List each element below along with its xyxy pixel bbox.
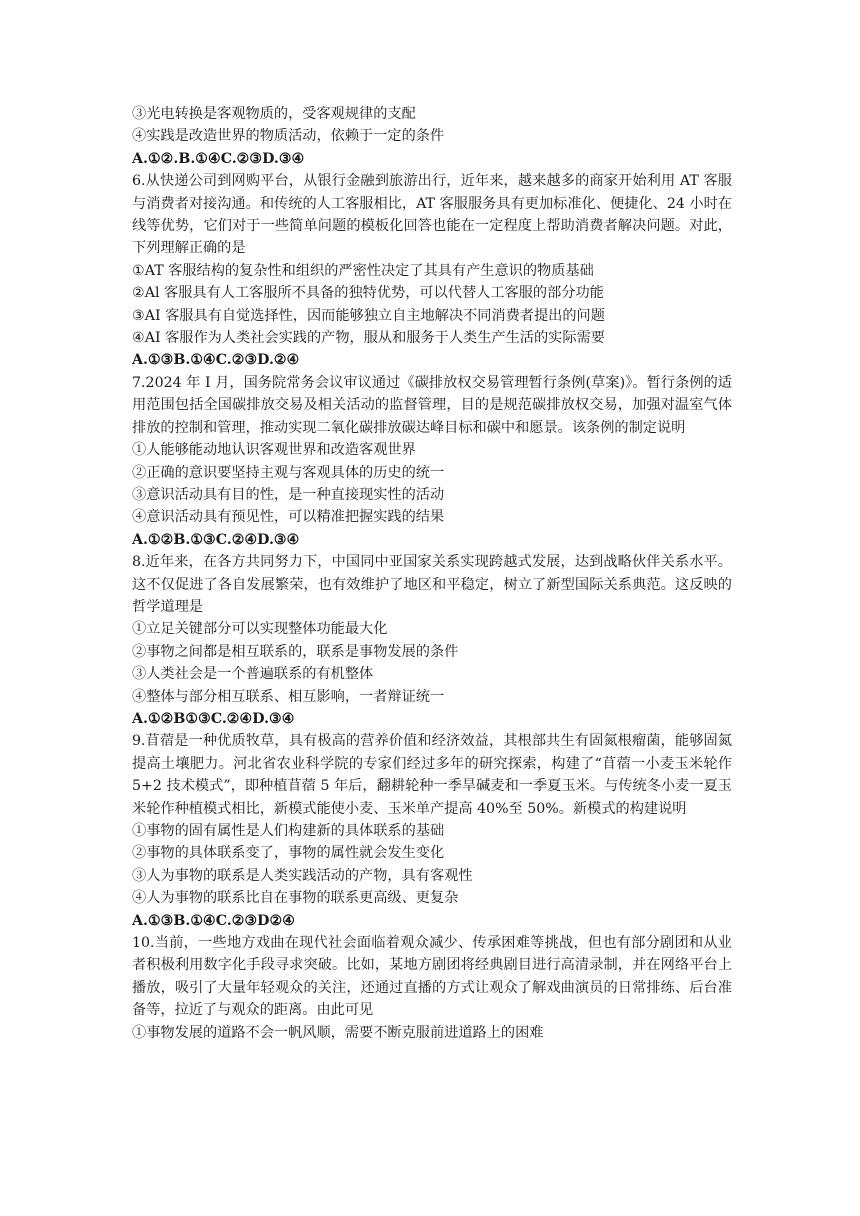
option-4: ④人为事物的联系比自在事物的联系更高级、更复杂 [132, 890, 459, 907]
question-stem: 8.近年来，在各方共同努力下，中国同中亚国家关系实现跨越式发展，达到战略伙伴关系水平。这不仅促进了各自发展繁荣，也有效维护了地区和平稳定，树立了新型国际关系典范。这反映的哲学道理是 [132, 554, 732, 615]
question-10 [132, 932, 732, 1044]
option-2: ②事物的具体联系变了，事物的属性就会发生变化 [132, 845, 445, 862]
answer-choices: A.①②B①③C.②④D.③④ [132, 710, 295, 727]
option-1: ①事物的固有属性是人们构建新的具体联系的基础 [132, 823, 445, 839]
question-7 [132, 372, 732, 551]
option-1: ①立足关键部分可以实现整体功能最大化 [132, 621, 388, 638]
answer-choices: A.①③B.①④C.②③D②④ [132, 912, 295, 929]
option-3: ③人为事物的联系是人类实践活动的产物，具有客观性 [132, 867, 473, 884]
option-1: ①人能够能动地认识客观世界和改造客观世界 [132, 442, 416, 459]
question-8 [132, 551, 732, 730]
option-2: ②Al 客服具有人工客服所不具备的独特优势，可以代替人工客服的部分功能 [132, 285, 604, 302]
question-stem: 6.从快递公司到网购平台，从银行金融到旅游出行，近年来，越来越多的商家开始利用 AT 客服与消费者对接沟通。和传统的人工客服相比，AT 客服服务具有更加标准化、便捷化、24 小时在线等优势，它们对于一些简单问题的模板化回答也能在一定程度上帮助消费者解决问题。对此，下列理解正确的是 [132, 173, 732, 257]
answer-choices: A.①②B.①③C.②④D.③④ [132, 531, 300, 548]
option-3: ③AI 客服具有自觉选择性，因而能够独立自主地解决不同消费者提出的问题 [132, 307, 605, 324]
question-stem: 10.当前，一些地方戏曲在现代社会面临着观众减少、传承困难等挑战，但也有部分剧团和从业者积极利用数字化手段寻求突破。比如，某地方剧团将经典剧目进行高清录制，并在网络平台上播放，吸引了大量年轻观众的关注，还通过直播的方式让观众了解戏曲演员的日常排练、后台准备等，拉近了与观众的距离。由此可见 [132, 935, 732, 1019]
answer-choices: A.①③B.①④C.②③D.②④ [132, 352, 300, 369]
option-4: ④意识活动具有预见性，可以精准把握实践的结果 [132, 509, 445, 526]
question-stem: 9.苜蓿是一种优质牧草，具有极高的营养价值和经济效益，其根部共生有固氮根瘤菌，能够固氮提高土壤肥力。河北省农业科学院的专家们经过多年的研究探索，构建了“苜蓿一小麦玉米轮作 5+2 技术模式”，即种植苜蓿 5 年后，翻耕轮种一季旱碱麦和一季夏玉米。与传统冬小麦一夏玉米轮作种植模式相比，新模式能使小麦、玉米单产提高 40%至 50%。新模式的构建说明 [132, 733, 732, 817]
question-stem: 7.2024 年 I 月，国务院常务会议审议通过《碳排放权交易管理暂行条例(草案)》。暂行条例的适用范围包括全国碳排放交易及相关活动的监督管理，目的是规范碳排放权交易，加强对温室气体排放的控制和管理，推动实现二氧化碳排放碳达峰目标和碳中和愿景。该条例的制定说明 [132, 374, 732, 436]
question-9 [132, 730, 732, 932]
document-page [132, 103, 732, 1044]
option-3: ③意识活动具有目的性，是一种直接现实性的活动 [132, 486, 445, 503]
option-2: ②正确的意识要坚持主观与客观具体的历史的统一 [132, 464, 445, 481]
option-1: ①AT 客服结构的复杂性和组织的严密性决定了其具有产生意识的物质基础 [132, 262, 594, 279]
previous-question-continuation [132, 103, 732, 170]
option-1: ①事物发展的道路不会一帆风顺，需要不断克服前进道路上的困难 [132, 1024, 544, 1041]
option-4: ④AI 客服作为人类社会实践的产物，服从和服务于人类生产生活的实际需要 [132, 330, 605, 347]
answer-choices: A.①②.B.①④C.②③D.③④ [132, 150, 305, 167]
option-4: ④实践是改造世界的物质活动，依赖于一定的条件 [132, 128, 445, 145]
option-3: ③人类社会是一个普遍联系的有机整体 [132, 666, 374, 683]
option-4: ④整体与部分相互联系、相互影响，一者辩证统一 [132, 688, 445, 705]
option-2: ②事物之间都是相互联系的，联系是事物发展的条件 [132, 643, 459, 660]
question-6 [132, 170, 732, 372]
option-3: ③光电转换是客观物质的，受客观规律的支配 [132, 106, 416, 122]
